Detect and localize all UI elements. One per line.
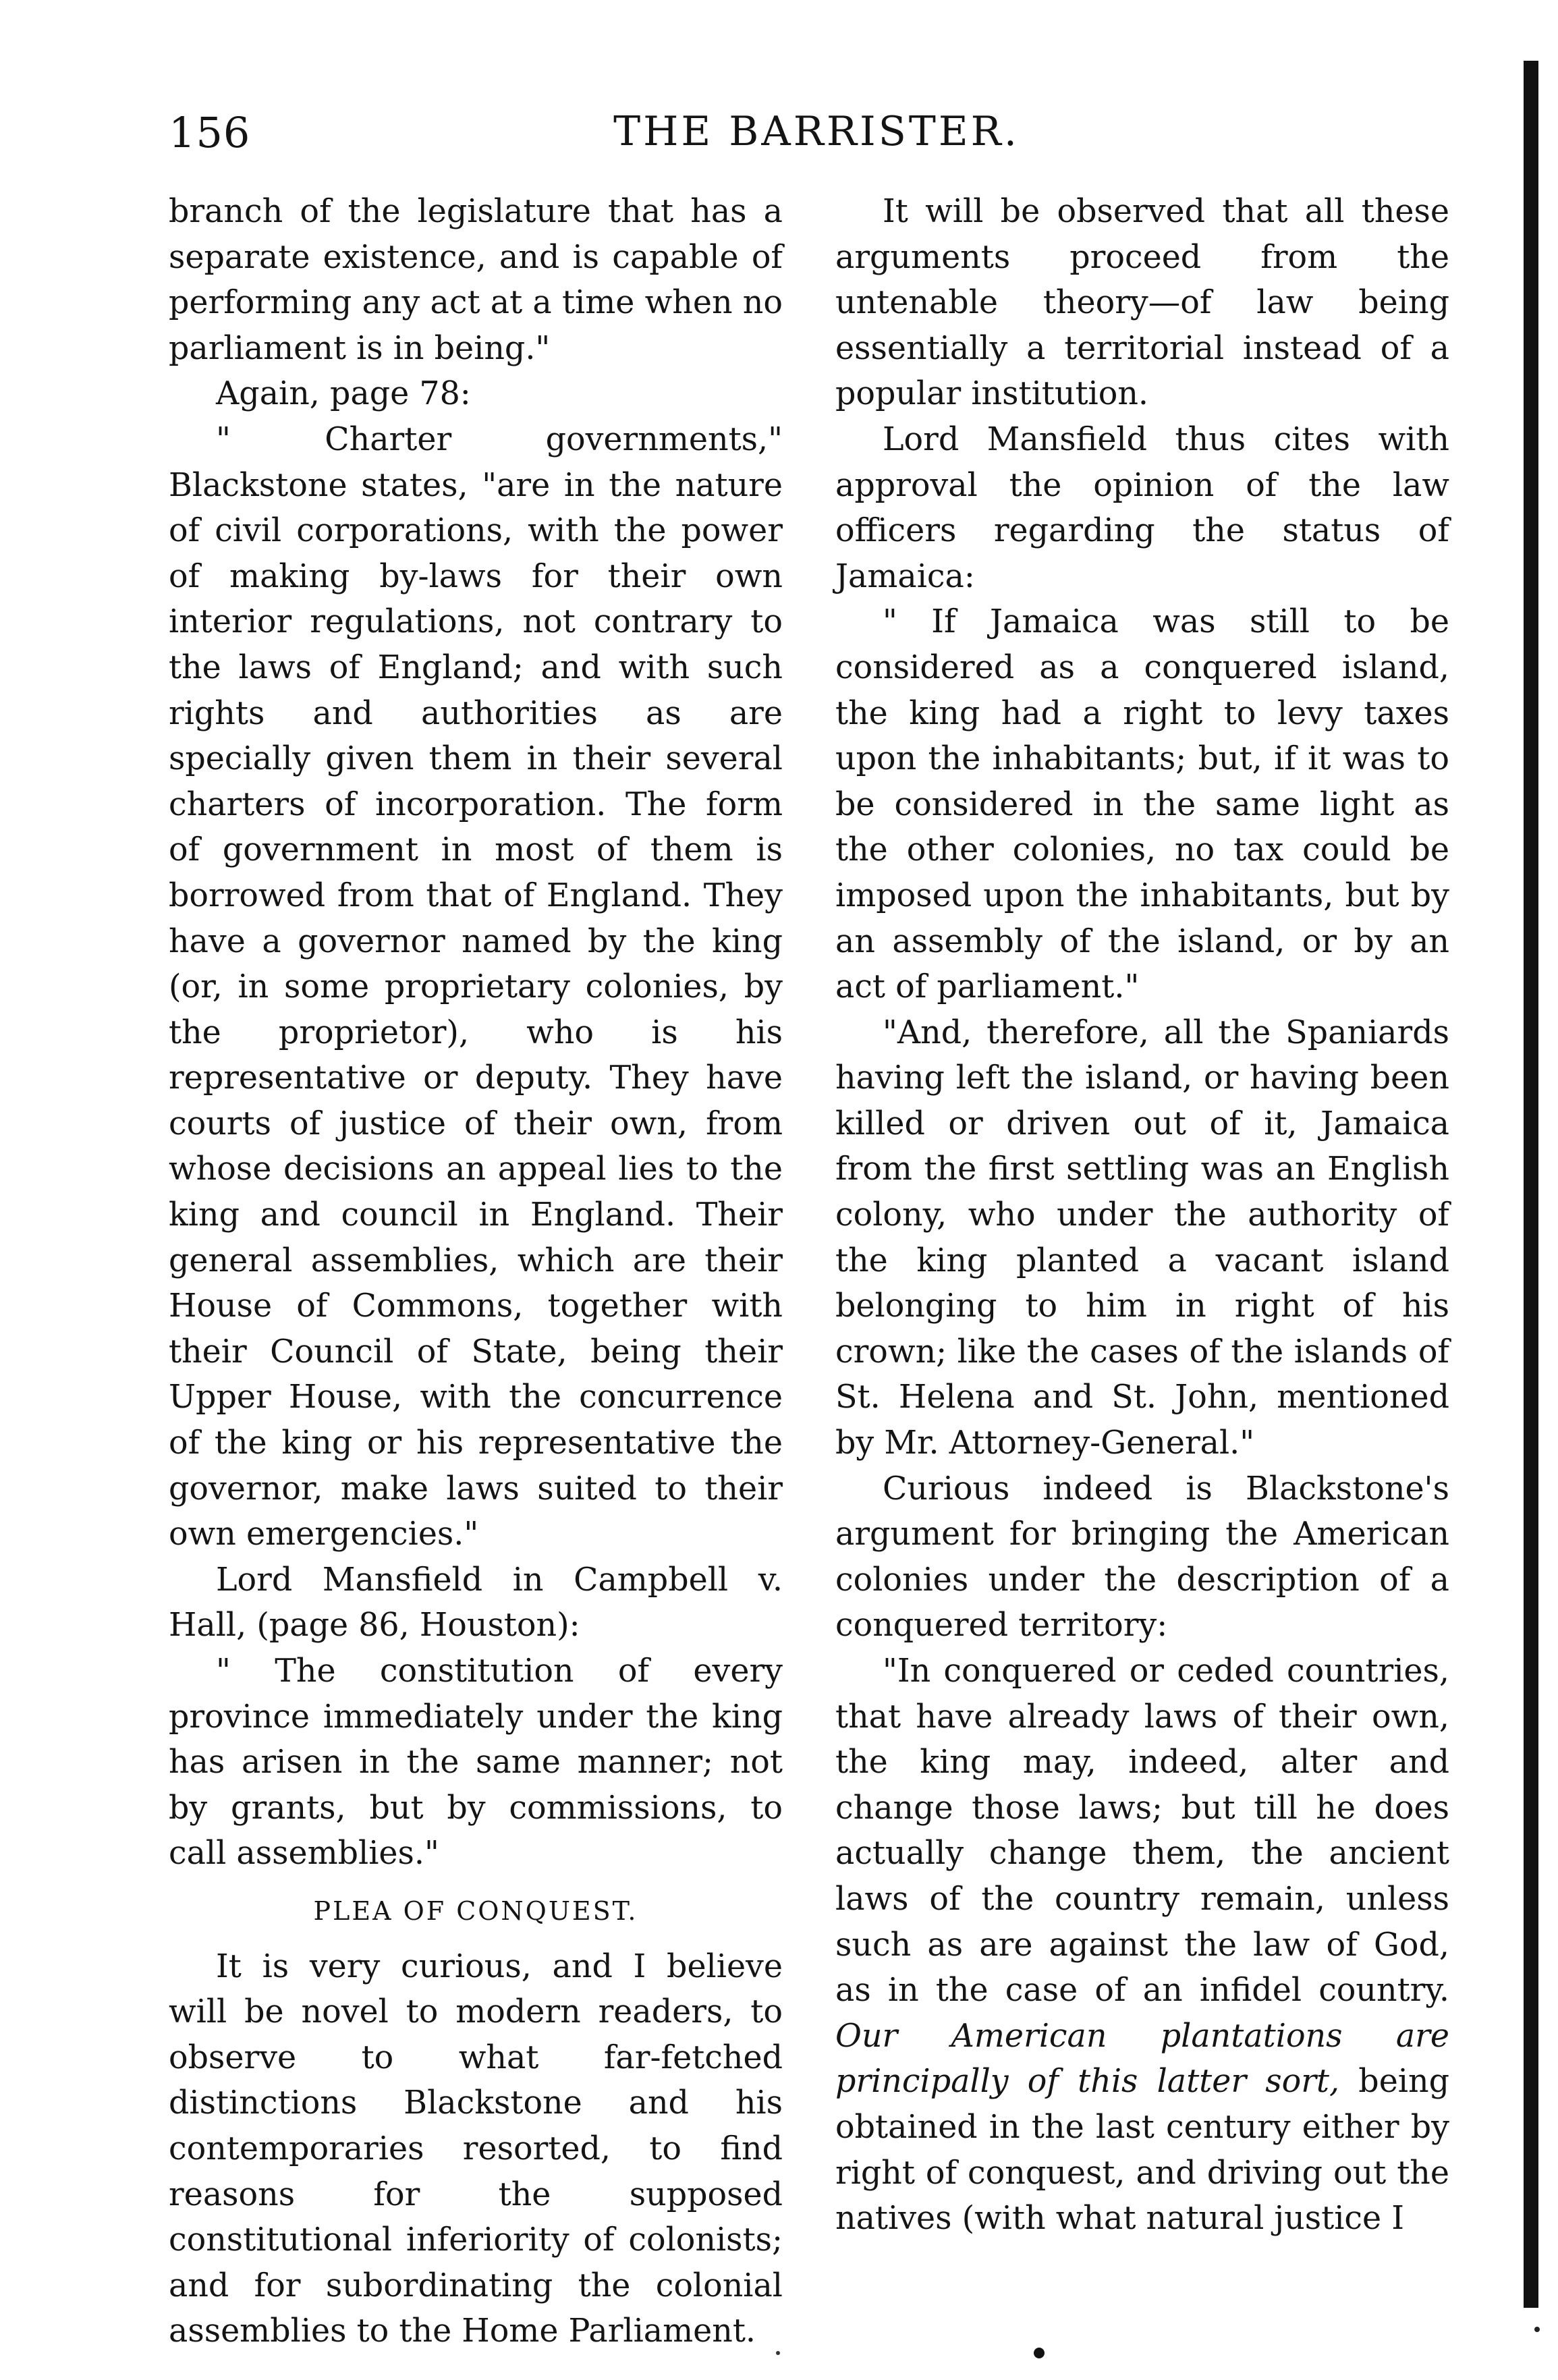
paragraph: branch of the legislature that has a separate existence, and is capable of performing any act at a time when no parliament is in being." <box>169 193 783 367</box>
paragraph: Again, page 78: <box>216 375 471 413</box>
running-head <box>169 108 1464 182</box>
right-column <box>835 189 1449 2242</box>
paragraph: Curious indeed is Blackstone's argument for bringing the American colonies under the description of a conquered territory: <box>835 1470 1449 1644</box>
paragraph-text: being obtained in the last century either by right of conquest, and driving out the natives (with what natural justice I <box>835 2063 1449 2238</box>
ink-speck <box>1534 2327 1540 2332</box>
paragraph: It will be observed that all these arguments proceed from the untenable theory—of law being essentially a territorial instead of a popular institution. <box>835 193 1449 413</box>
paragraph: " If Jamaica was still to be considered as a conquered island, the king had a right to levy taxes upon the inhabitants; but, if it was to be considered in the same light as the other colonies, no tax could be imposed upon the inhabitants, but by an assembly of the island, or by an act of parliament." <box>835 603 1449 1006</box>
ink-speck <box>1034 2348 1045 2358</box>
section-heading: PLEA OF CONQUEST. <box>313 1895 638 1926</box>
paragraph: " The constitution of every province immediately under the king has arisen in the same manner; not by grants, but by commissions, to call assemblies." <box>169 1653 783 1873</box>
paragraph-text: "In conquered or ceded countries, that have already laws of their own, the king may, indeed, alter and change those laws; but till he does actually change them, the ancient laws of the country remain, unless such as are against the law of God, as in the case of an infidel country. <box>835 1653 1449 2010</box>
paragraph: Lord Mansfield thus cites with approval the opinion of the law officers regarding the status of Jamaica: <box>835 420 1449 595</box>
paragraph: " Charter governments," Blackstone states, "are in the nature of civil corporations, with the power of making by-laws for their own interior regulations, not contrary to the laws of England; and with such rights and authorities as are specially given them in their several charters of incorporation. The form of government in most of them is borrowed from that of England. They have a governor named by the king (or, in some proprietary colonies, by the proprietor), who is his representative or deputy. They have courts of justice of their own, from whose decisions an appeal lies to the king and council in England. Their general assemblies, which are their House of Commons, together with their Council of State, being their Upper House, with the concurrence of the king or his representative the governor, make laws suited to their own emergencies." <box>169 420 783 1553</box>
page-number: 156 <box>169 108 251 157</box>
left-column <box>169 189 783 2354</box>
paragraph: "And, therefore, all the Spaniards having left the island, or having been killed or driven out of it, Jamaica from the first settling was an English colony, who under the authority of the king planted a vacant island belonging to him in right of his crown; like the cases of the islands of St. Helena and St. John, mentioned by Mr. Attorney-General." <box>835 1014 1449 1462</box>
italic-emphasis: Our American plantations are principally of this latter sort, <box>835 2017 1449 2101</box>
paragraph: Lord Mansfield in Campbell v. Hall, (page 86, Houston): <box>169 1561 783 1644</box>
paragraph: It is very curious, and I believe will be novel to modern readers, to observe to what far-fetched distinctions Blackstone and his contemporaries resorted, to find reasons for the supposed constitutional inferiority of colonists; and for subordinating the colonial assemblies to the Home Parliament. <box>169 1947 783 2350</box>
journal-title: THE BARRISTER. <box>613 108 1020 155</box>
paragraph <box>835 1649 1449 2242</box>
